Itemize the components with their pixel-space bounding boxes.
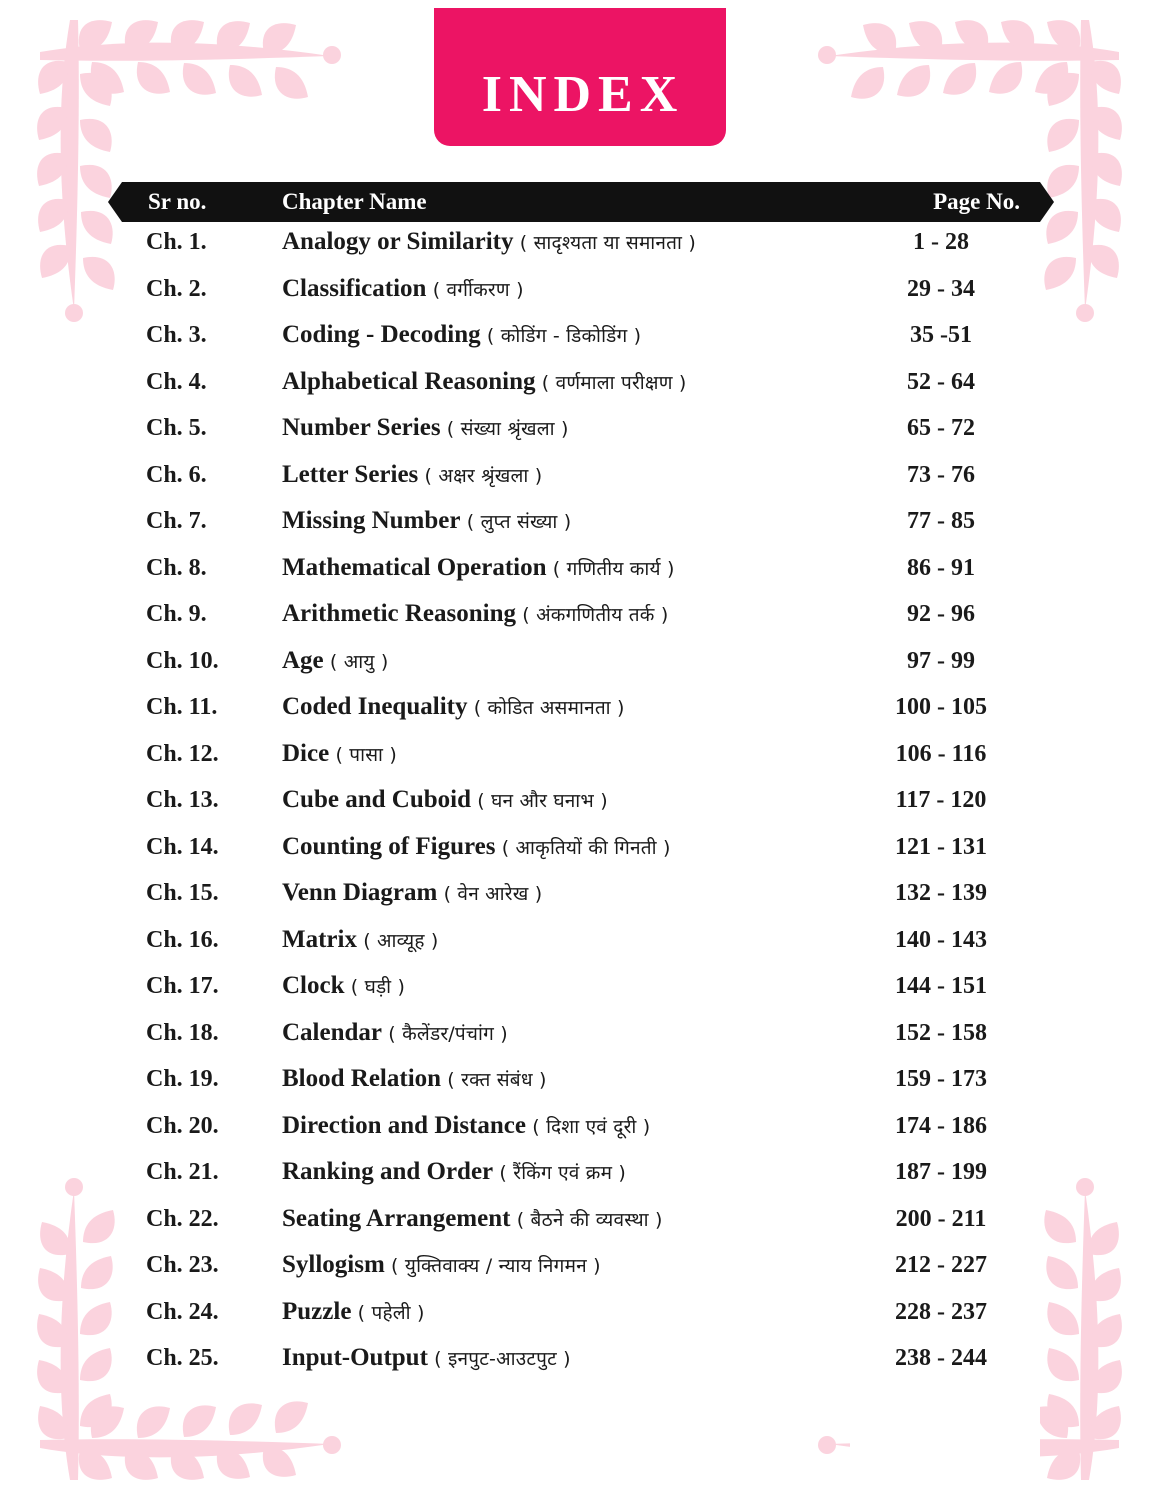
table-row[interactable]	[122, 600, 1040, 647]
page-number-range: 29 - 34	[850, 276, 1040, 1500]
page-number-range: 144 - 151	[850, 973, 1040, 1500]
chapter-number: Ch. 21.	[146, 1159, 219, 1185]
chapter-number: Ch. 11.	[146, 694, 218, 720]
page-number-range: 65 - 72	[850, 415, 1040, 1500]
chapter-name-english: Matrix	[282, 925, 357, 953]
chapter-name-hindi: ( युक्तिवाक्य / न्याय निगमन )	[384, 1255, 601, 1277]
chapter-name	[274, 879, 850, 907]
chapter-number: Ch. 8.	[146, 554, 207, 581]
page-number-range: 238 - 244	[850, 1345, 1040, 1500]
chapter-name	[274, 740, 850, 768]
page-number-range: 77 - 85	[850, 508, 1040, 1500]
chapter-name-hindi: ( आयु )	[323, 650, 389, 673]
chapter-name	[274, 321, 850, 349]
table-header-row	[122, 182, 1040, 222]
chapter-name-hindi: ( घन और घनाभ )	[470, 790, 608, 812]
page-number-range: 1 - 28	[850, 229, 1040, 1500]
table-row[interactable]	[122, 275, 1040, 322]
table-row[interactable]	[122, 972, 1040, 1019]
page-number-range: 152 - 158	[850, 1020, 1040, 1500]
chapter-name-hindi: ( रैंकिंग एवं क्रम )	[493, 1162, 627, 1184]
chapter-number: Ch. 12.	[146, 740, 219, 767]
chapter-name-hindi: ( इनपुट-आउटपुट )	[427, 1348, 571, 1370]
chapter-name-hindi: ( अक्षर श्रृंखला )	[418, 464, 543, 487]
chapter-name-english: Missing Number	[282, 507, 461, 534]
chapter-name-hindi: ( दिशा एवं दूरी )	[525, 1115, 651, 1138]
chapter-name-english: Syllogism	[282, 1251, 385, 1278]
table-row[interactable]	[122, 647, 1040, 694]
chapter-name-hindi: ( वर्गीकरण )	[426, 278, 524, 301]
chapter-name-english: Coded Inequality	[282, 693, 468, 720]
chapter-name	[274, 228, 850, 256]
table-row[interactable]	[122, 1158, 1040, 1205]
page-number-range: 117 - 120	[850, 787, 1040, 1500]
chapter-name-english: Seating Arrangement	[282, 1204, 511, 1232]
chapter-name-english: Input-Output	[282, 1344, 428, 1371]
table-row[interactable]	[122, 554, 1040, 601]
chapter-number: Ch. 14.	[146, 833, 219, 860]
page-number-range: 35 -51	[850, 322, 1040, 1500]
chapter-name-hindi: ( संख्या श्रृंखला )	[440, 418, 569, 440]
chapter-name-hindi: ( कोडिंग - डिकोडिंग )	[480, 325, 642, 347]
chapter-name-hindi: ( आकृतियों की गिनती )	[495, 836, 671, 859]
chapter-number: Ch. 20.	[146, 1112, 219, 1139]
chapter-name	[274, 926, 850, 954]
chapter-number: Ch. 18.	[146, 1019, 219, 1046]
page-number-range: 228 - 237	[850, 1299, 1040, 1500]
chapter-name-english: Cube and Cuboid	[282, 786, 471, 813]
chapter-name-hindi: ( रक्त संबंध )	[441, 1069, 547, 1091]
chapter-name	[274, 972, 850, 1000]
chapter-name	[274, 368, 850, 396]
chapter-name-english: Direction and Distance	[282, 1111, 526, 1139]
chapter-number: Ch. 1.	[146, 229, 207, 255]
chapter-name-english: Number Series	[282, 414, 441, 441]
page-number-range: 132 - 139	[850, 880, 1040, 1500]
table-row[interactable]	[122, 879, 1040, 926]
chapter-number: Ch. 19.	[146, 1066, 219, 1092]
table-row[interactable]	[122, 1251, 1040, 1298]
chapter-name-english: Venn Diagram	[282, 879, 438, 906]
chapter-name	[274, 693, 850, 721]
chapter-name-english: Dice	[282, 739, 330, 767]
chapter-number: Ch. 22.	[146, 1205, 219, 1232]
column-header-chapter-name: Chapter Name	[282, 189, 427, 214]
table-row[interactable]	[122, 693, 1040, 740]
chapter-name-hindi: ( सादृश्यता या समानता )	[513, 232, 696, 254]
chapter-name-hindi: ( लुप्त संख्या )	[460, 511, 572, 533]
chapter-name-english: Analogy or Similarity	[282, 228, 514, 255]
page-number-range: 86 - 91	[850, 555, 1040, 1500]
chapter-name-english: Classification	[282, 274, 427, 302]
page-number-range: 106 - 116	[850, 741, 1040, 1500]
chapter-name	[274, 507, 850, 535]
chapter-number: Ch. 24.	[146, 1298, 219, 1325]
table-body	[122, 228, 1040, 1391]
chapter-name-hindi: ( पहेली )	[351, 1301, 425, 1324]
chapter-number: Ch. 7.	[146, 508, 207, 534]
page-number-range: 92 - 96	[850, 601, 1040, 1500]
chapter-number: Ch. 4.	[146, 368, 207, 395]
chapter-number: Ch. 5.	[146, 415, 207, 441]
chapter-number: Ch. 3.	[146, 322, 207, 348]
page-number-range: 97 - 99	[850, 648, 1040, 1500]
chapter-name-english: Blood Relation	[282, 1065, 442, 1092]
table-row[interactable]	[122, 1205, 1040, 1252]
page-title: INDEX	[481, 66, 685, 123]
chapter-name	[274, 1205, 850, 1233]
chapter-name-english: Coding - Decoding	[282, 321, 481, 348]
chapter-name-english: Letter Series	[282, 460, 419, 488]
chapter-name-hindi: ( कोडित असमानता )	[467, 697, 625, 719]
chapter-name	[274, 600, 850, 628]
page-number-range: 73 - 76	[850, 462, 1040, 1500]
page-number-range: 187 - 199	[850, 1159, 1040, 1500]
chapter-number: Ch. 9.	[146, 601, 207, 627]
chapter-number: Ch. 15.	[146, 880, 219, 906]
table-row[interactable]	[122, 507, 1040, 554]
chapter-name	[274, 1251, 850, 1279]
chapter-name-english: Counting of Figures	[282, 832, 496, 860]
chapter-name-english: Mathematical Operation	[282, 553, 547, 581]
chapter-number: Ch. 17.	[146, 973, 219, 999]
chapter-name	[274, 1344, 850, 1372]
table-row[interactable]	[122, 1019, 1040, 1066]
chapter-name-hindi: ( घड़ी )	[344, 976, 406, 998]
chapter-name-hindi: ( वर्णमाला परीक्षण )	[535, 371, 687, 394]
page-number-range: 159 - 173	[850, 1066, 1040, 1500]
chapter-name	[274, 1065, 850, 1093]
table-row[interactable]	[122, 833, 1040, 880]
chapter-name-hindi: ( गणितीय कार्य )	[546, 557, 675, 580]
chapter-name	[274, 833, 850, 861]
chapter-name-hindi: ( कैलेंडर/पंचांग )	[382, 1022, 508, 1045]
table-row[interactable]	[122, 321, 1040, 368]
table-row[interactable]	[122, 461, 1040, 508]
chapter-name-english: Calendar	[282, 1018, 382, 1046]
table-row[interactable]	[122, 368, 1040, 415]
chapter-name-english: Alphabetical Reasoning	[282, 367, 536, 395]
table-row[interactable]	[122, 414, 1040, 461]
chapter-name-english: Puzzle	[282, 1297, 352, 1325]
chapter-name	[274, 275, 850, 303]
table-row[interactable]	[122, 1112, 1040, 1159]
table-row[interactable]	[122, 228, 1040, 275]
chapter-name	[274, 1298, 850, 1326]
table-row[interactable]	[122, 1065, 1040, 1112]
chapter-name-hindi: ( आव्यूह )	[356, 929, 439, 952]
index-table	[122, 182, 1040, 1391]
chapter-name-english: Clock	[282, 972, 345, 999]
chapter-name-hindi: ( पासा )	[329, 743, 398, 766]
page-number-range: 140 - 143	[850, 927, 1040, 1500]
chapter-name-hindi: ( वेन आरेख )	[437, 883, 543, 905]
chapter-number: Ch. 23.	[146, 1252, 219, 1278]
chapter-name	[274, 647, 850, 675]
chapter-number: Ch. 6.	[146, 461, 207, 488]
chapter-number: Ch. 13.	[146, 787, 219, 813]
chapter-number: Ch. 10.	[146, 647, 219, 674]
chapter-name	[274, 1019, 850, 1047]
page-number-range: 174 - 186	[850, 1113, 1040, 1500]
page-number-range: 200 - 211	[850, 1206, 1040, 1500]
chapter-name	[274, 554, 850, 582]
chapter-name-english: Ranking and Order	[282, 1158, 494, 1185]
chapter-number: Ch. 16.	[146, 926, 219, 953]
chapter-name-hindi: ( बैठने की व्यवस्था )	[510, 1208, 663, 1231]
table-row[interactable]	[122, 1344, 1040, 1391]
page-number-range: 52 - 64	[850, 369, 1040, 1500]
page-number-range: 100 - 105	[850, 694, 1040, 1500]
page-number-range: 212 - 227	[850, 1252, 1040, 1500]
chapter-number: Ch. 2.	[146, 275, 207, 302]
table-row[interactable]	[122, 926, 1040, 973]
column-header-page-no: Page No.	[933, 189, 1020, 214]
index-title-band	[434, 8, 726, 146]
page-number-range: 121 - 131	[850, 834, 1040, 1500]
chapter-name-hindi: ( अंकगणितीय तर्क )	[516, 604, 669, 626]
chapter-name	[274, 1112, 850, 1140]
chapter-name-english: Age	[282, 646, 324, 674]
table-row[interactable]	[122, 1298, 1040, 1345]
chapter-name	[274, 414, 850, 442]
chapter-name	[274, 461, 850, 489]
chapter-name	[274, 786, 850, 814]
chapter-name-english: Arithmetic Reasoning	[282, 600, 516, 627]
column-header-sr-no: Sr no.	[148, 189, 207, 214]
chapter-name	[274, 1158, 850, 1186]
chapter-number: Ch. 25.	[146, 1345, 219, 1371]
table-row[interactable]	[122, 740, 1040, 787]
table-row[interactable]	[122, 786, 1040, 833]
